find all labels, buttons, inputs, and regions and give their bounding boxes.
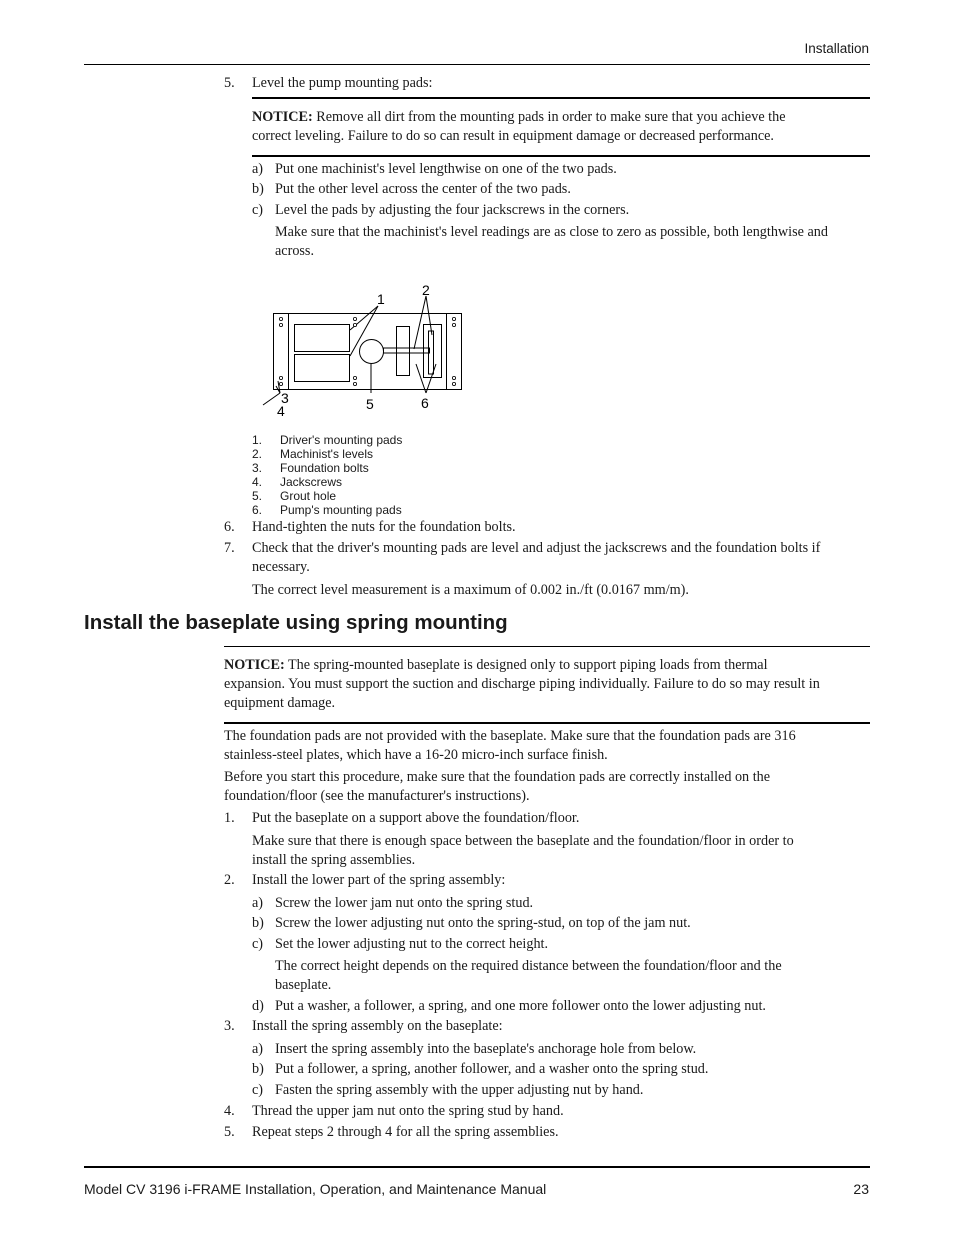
foundation-bolt [452, 317, 455, 320]
jackscrew [353, 376, 356, 379]
section-title: Install the baseplate using spring mounting [84, 611, 508, 634]
substep-letter: c) [252, 936, 264, 952]
substep-text: Insert the spring assembly into the baseplate's anchorage hole from below. [275, 1041, 697, 1057]
step-number: 7. [224, 540, 235, 556]
foundation-bolt [279, 382, 282, 385]
notice-top-rule [252, 97, 870, 99]
jackscrew [353, 317, 356, 320]
step-number: 1. [224, 810, 235, 826]
callout-label: 5 [366, 396, 374, 412]
notice-label: NOTICE: [252, 109, 313, 125]
leader-line [416, 364, 426, 393]
foundation-bolt [279, 376, 282, 379]
foundation-bolt [279, 317, 282, 320]
callout-label: 1 [377, 291, 385, 307]
driver-mounting-pad [295, 325, 350, 352]
machinists-level [384, 348, 430, 353]
step-number: 4. [224, 1103, 235, 1119]
page-number: 23 [853, 1181, 869, 1197]
substep-text: Set the lower adjusting nut to the correct height. [275, 936, 549, 952]
substep-letter: d) [252, 998, 264, 1014]
section-rule [224, 646, 870, 647]
substep-note: Make sure that the machinist's level readings are as close to zero as possible, both lengthwise and across. [275, 224, 828, 259]
callout-label: 4 [277, 403, 285, 418]
baseplate-leveling-diagram [258, 278, 473, 418]
step-text: Install the spring assembly on the baseplate: [252, 1018, 503, 1034]
driver-mounting-pad [295, 355, 350, 382]
leader-line [414, 296, 426, 349]
jackscrew [353, 323, 356, 326]
step-number: 6. [224, 519, 235, 535]
footer-rule [84, 1166, 870, 1168]
legend-item: 1. Driver's mounting pads [252, 433, 403, 447]
step-text: Install the lower part of the spring assembly: [252, 872, 506, 888]
substep-letter: a) [252, 895, 264, 911]
figure-legend [252, 433, 402, 517]
legend-item: 6. Pump's mounting pads [252, 503, 402, 517]
callout-label: 3 [281, 390, 289, 406]
substep-text: Fasten the spring assembly with the upper adjusting nut by hand. [275, 1082, 644, 1098]
legend-item: 2. Machinist's levels [252, 447, 373, 461]
callout-label: 2 [422, 282, 430, 298]
pump-mounting-pad [424, 325, 442, 378]
substep-letter: b) [252, 1061, 264, 1077]
substep-text: Screw the lower adjusting nut onto the spring-stud, on top of the jam nut. [275, 915, 691, 931]
paragraph: Before you start this procedure, make sure that the foundation pads are correctly installed on the foundation/floor (see the manufacturer's instructions). [224, 769, 771, 804]
footer-title: Model CV 3196 i-FRAME Installation, Operation, and Maintenance Manual [84, 1181, 547, 1197]
substep-text: Screw the lower jam nut onto the spring stud. [275, 895, 534, 911]
header-rule [84, 64, 870, 65]
substep-note: The correct height depends on the required distance between the foundation/floor and the baseplate. [275, 958, 782, 993]
step-note: Make sure that there is enough space between the baseplate and the foundation/floor in order to install the spring assemblies. [252, 833, 794, 868]
step-text: Level the pump mounting pads: [252, 75, 433, 91]
paragraph: The foundation pads are not provided with the baseplate. Make sure that the foundation pads are 316 stainless-steel plates, which have a 16-20 micro-inch surface finish. [224, 728, 796, 763]
notice-bottom-rule [252, 155, 870, 157]
step-text: Hand-tighten the nuts for the foundation bolts. [252, 519, 516, 535]
substep-letter: b) [252, 181, 264, 197]
step-number: 5. [224, 75, 235, 91]
notice-bottom-rule [224, 722, 870, 724]
notice-text: equipment damage. [224, 695, 336, 711]
step-number: 2. [224, 872, 235, 888]
grout-hole [360, 340, 384, 364]
leader-line [426, 296, 432, 335]
step-text: Check that the driver's mounting pads are level and adjust the jackscrews and the foundation bolts if necessary. [252, 540, 821, 575]
substep-letter: c) [252, 1082, 264, 1098]
pump-mounting-pad [397, 327, 410, 376]
foundation-bolt [452, 382, 455, 385]
foundation-bolt [452, 376, 455, 379]
step-number: 3. [224, 1018, 235, 1034]
substep-text: Put a washer, a follower, a spring, and one more follower onto the lower adjusting nut. [275, 998, 766, 1014]
substep-letter: a) [252, 161, 264, 177]
notice-text: expansion. You must support the suction and discharge piping individually. Failure to do so may result in [224, 676, 820, 692]
substep-text: Put one machinist's level lengthwise on one of the two pads. [275, 161, 617, 177]
notice-text: Remove all dirt from the mounting pads in order to make sure that you achieve the [316, 109, 786, 125]
legend-item: 5. Grout hole [252, 489, 337, 503]
notice-box [252, 108, 872, 146]
substep-letter: c) [252, 202, 264, 218]
step-text: Repeat steps 2 through 4 for all the spring assemblies. [252, 1124, 559, 1140]
legend-item: 3. Foundation bolts [252, 461, 369, 475]
step-text: Put the baseplate on a support above the foundation/floor. [252, 810, 580, 826]
legend-item: 4. Jackscrews [252, 475, 343, 489]
step-number: 5. [224, 1124, 235, 1140]
notice-label: NOTICE: [224, 657, 285, 673]
step-note: The correct level measurement is a maximum of 0.002 in./ft (0.0167 mm/m). [252, 582, 689, 598]
substep-text: Put a follower, a spring, another follower, and a washer onto the spring stud. [275, 1061, 709, 1077]
substep-text: Put the other level across the center of the two pads. [275, 181, 571, 197]
step-text: Thread the upper jam nut onto the spring stud by hand. [252, 1103, 564, 1119]
foundation-bolt [279, 323, 282, 326]
foundation-bolt [452, 323, 455, 326]
substep-text: Level the pads by adjusting the four jackscrews in the corners. [275, 202, 630, 218]
notice-text: The spring-mounted baseplate is designed only to support piping loads from thermal [288, 657, 768, 673]
running-header: Installation [804, 41, 869, 56]
notice-text: correct leveling. Failure to do so can result in equipment damage or decreased performance. [252, 128, 774, 144]
substep-letter: a) [252, 1041, 264, 1057]
substep-letter: b) [252, 915, 264, 931]
jackscrew [353, 382, 356, 385]
leader-line [426, 364, 436, 393]
notice-box [224, 656, 872, 713]
callout-label: 6 [421, 395, 429, 411]
